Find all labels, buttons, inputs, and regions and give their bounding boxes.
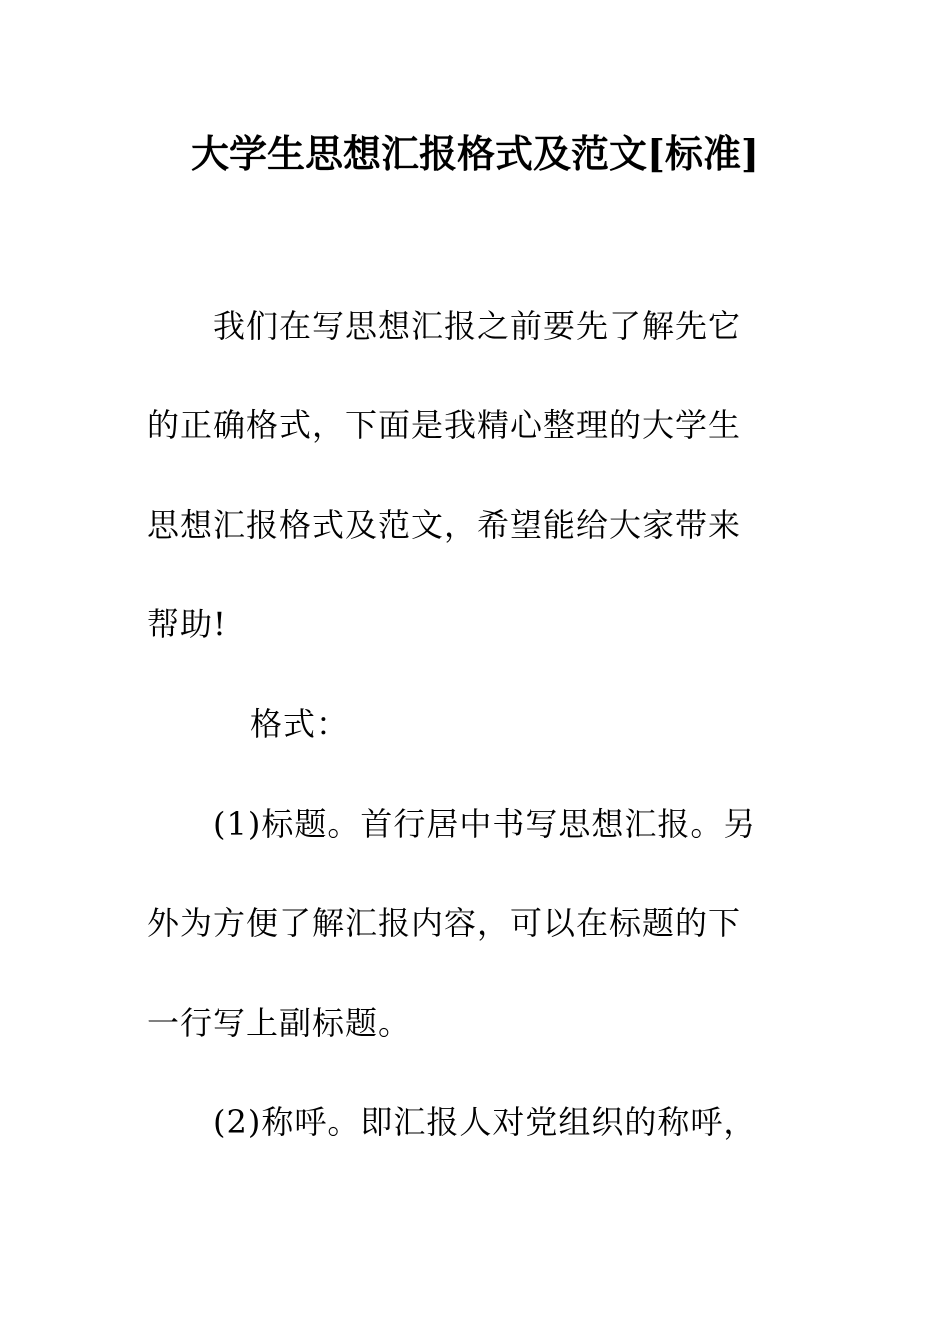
- paragraph-line: (2)称呼。即汇报人对党组织的称呼，: [213, 1103, 757, 1141]
- paragraph-line: 的正确格式，下面是我精心整理的大学生: [147, 406, 742, 444]
- paragraph-line: 帮助!: [147, 605, 227, 643]
- paragraph-line: 思想汇报格式及范文，希望能给大家带来: [147, 506, 742, 544]
- paragraph-line: 我们在写思想汇报之前要先了解先它: [213, 307, 742, 345]
- paragraph-line: 一行写上副标题。: [147, 1004, 412, 1042]
- section-heading: 格式：: [250, 705, 350, 743]
- paragraph-line: 外为方便了解汇报内容，可以在标题的下: [147, 904, 742, 942]
- paragraph-line: (1)标题。首行居中书写思想汇报。另: [213, 805, 757, 843]
- document-title: 大学生思想汇报格式及范文[标准]: [191, 131, 759, 176]
